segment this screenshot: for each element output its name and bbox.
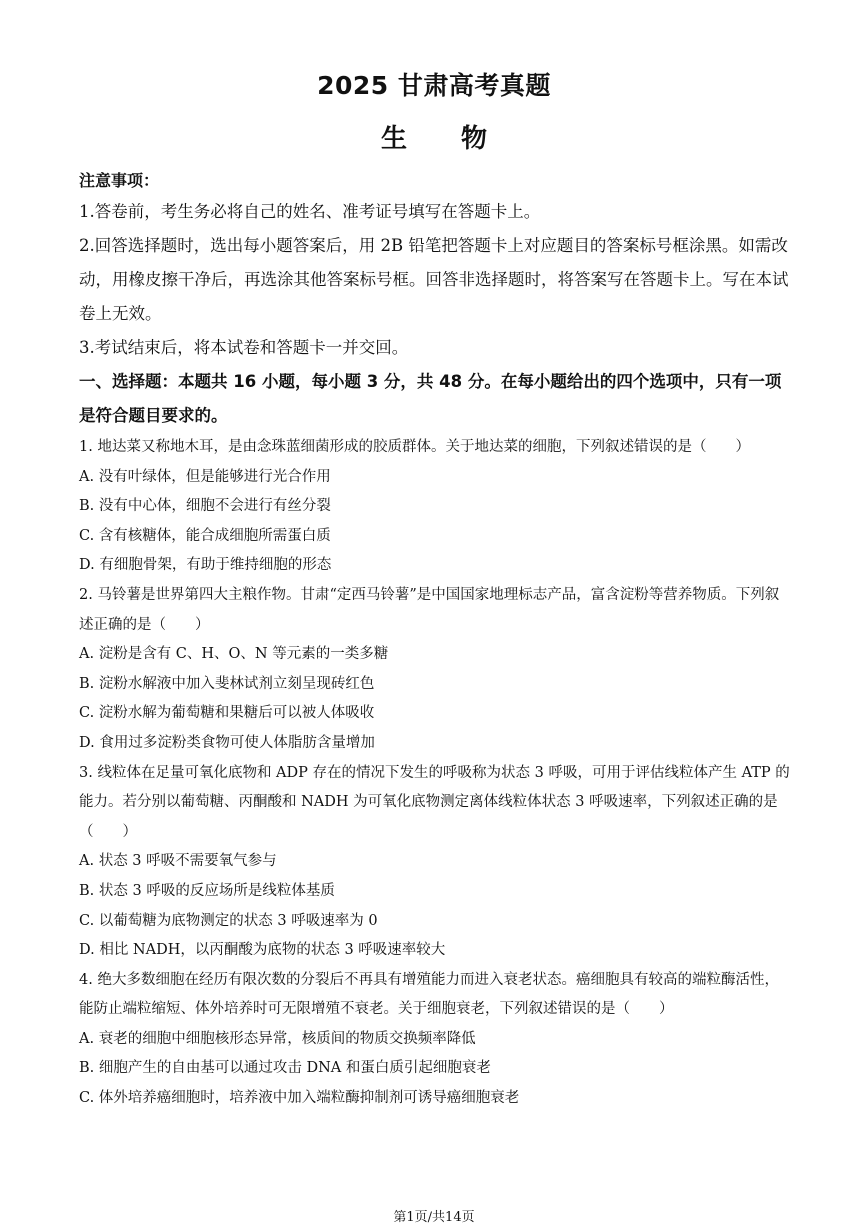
question-3-option-c: C. 以葡萄糖为底物测定的状态 3 呼吸速率为 0 xyxy=(79,912,378,929)
exam-content xyxy=(79,167,791,1114)
page-number: 第1页/共14页 xyxy=(393,1210,475,1225)
question-1-option-a: A. 没有叶绿体，但是能够进行光合作用 xyxy=(79,468,331,485)
exam-title: 2025 甘肃高考真题 xyxy=(317,71,551,100)
subject-title: 生物 xyxy=(380,124,541,154)
question-2-stem: 2. 马铃薯是世界第四大主粮作物。甘肃“定西马铃薯”是中国国家地理标志产品，富含淀粉等营养物质。下列叙述正确的是（ ） xyxy=(79,586,780,633)
question-2-option-a: A. 淀粉是含有 C、H、O、N 等元素的一类多糖 xyxy=(79,646,389,663)
question-1-option-b: B. 没有中心体，细胞不会进行有丝分裂 xyxy=(79,498,331,515)
question-2-option-c: C. 淀粉水解为葡萄糖和果糖后可以被人体吸收 xyxy=(79,705,375,722)
notice-heading: 注意事项： xyxy=(79,171,160,190)
notice-item-3: 3.考试结束后，将本试卷和答题卡一并交回。 xyxy=(79,338,409,357)
question-1-option-c: C. 含有核糖体，能合成细胞所需蛋白质 xyxy=(79,527,331,544)
question-2-option-b: B. 淀粉水解液中加入斐林试剂立刻呈现砖红色 xyxy=(79,675,375,692)
question-3-option-d: D. 相比 NADH，以丙酮酸为底物的状态 3 呼吸速率较大 xyxy=(79,942,446,959)
question-1-option-d: D. 有细胞骨架，有助于维持细胞的形态 xyxy=(79,557,332,574)
question-3-option-a: A. 状态 3 呼吸不需要氧气参与 xyxy=(79,853,277,870)
question-3-option-b: B. 状态 3 呼吸的反应场所是线粒体基质 xyxy=(79,882,335,899)
question-4-option-b: B. 细胞产生的自由基可以通过攻击 DNA 和蛋白质引起细胞衰老 xyxy=(79,1060,491,1077)
question-1-stem: 1. 地达菜又称地木耳，是由念珠蓝细菌形成的胶质群体。关于地达菜的细胞，下列叙述错误的是（ ） xyxy=(79,439,750,455)
question-4-option-c: C. 体外培养癌细胞时，培养液中加入端粒酶抑制剂可诱导癌细胞衰老 xyxy=(79,1090,520,1107)
notice-item-2: 2.回答选择题时，选出每小题答案后，用 2B 铅笔把答题卡上对应题目的答案标号框涂黑。如需改动，用橡皮擦干净后，再选涂其他答案标号框。回答非选择题时，将答案写在答题卡上。写在本试卷上无效。 xyxy=(79,236,789,323)
question-4-stem: 4. 绝大多数细胞在经历有限次数的分裂后不再具有增殖能力而进入衰老状态。癌细胞具有较高的端粒酶活性，能防止端粒缩短、体外培养时可无限增殖不衰老。关于细胞衰老，下列叙述错误的是（ ） xyxy=(79,971,779,1018)
question-3-stem: 3. 线粒体在足量可氧化底物和 ADP 存在的情况下发生的呼吸称为状态 3 呼吸，可用于评估线粒体产生 ATP 的能力。若分别以葡萄糖、丙酮酸和 NADH 为可氧化底物测定离体线粒体状态 3 呼吸速率，下列叙述正确的是（ ） xyxy=(79,764,790,840)
question-4-option-a: A. 衰老的细胞中细胞核形态异常，核质间的物质交换频率降低 xyxy=(79,1030,476,1047)
section-heading: 一、选择题：本题共 16 小题，每小题 3 分，共 48 分。在每小题给出的四个选项中，只有一项是符合题目要求的。 xyxy=(79,372,782,425)
notice-item-1: 1.答卷前，考生务必将自己的姓名、准考证号填写在答题卡上。 xyxy=(79,202,541,221)
question-2-option-d: D. 食用过多淀粉类食物可使人体脂肪含量增加 xyxy=(79,734,375,751)
